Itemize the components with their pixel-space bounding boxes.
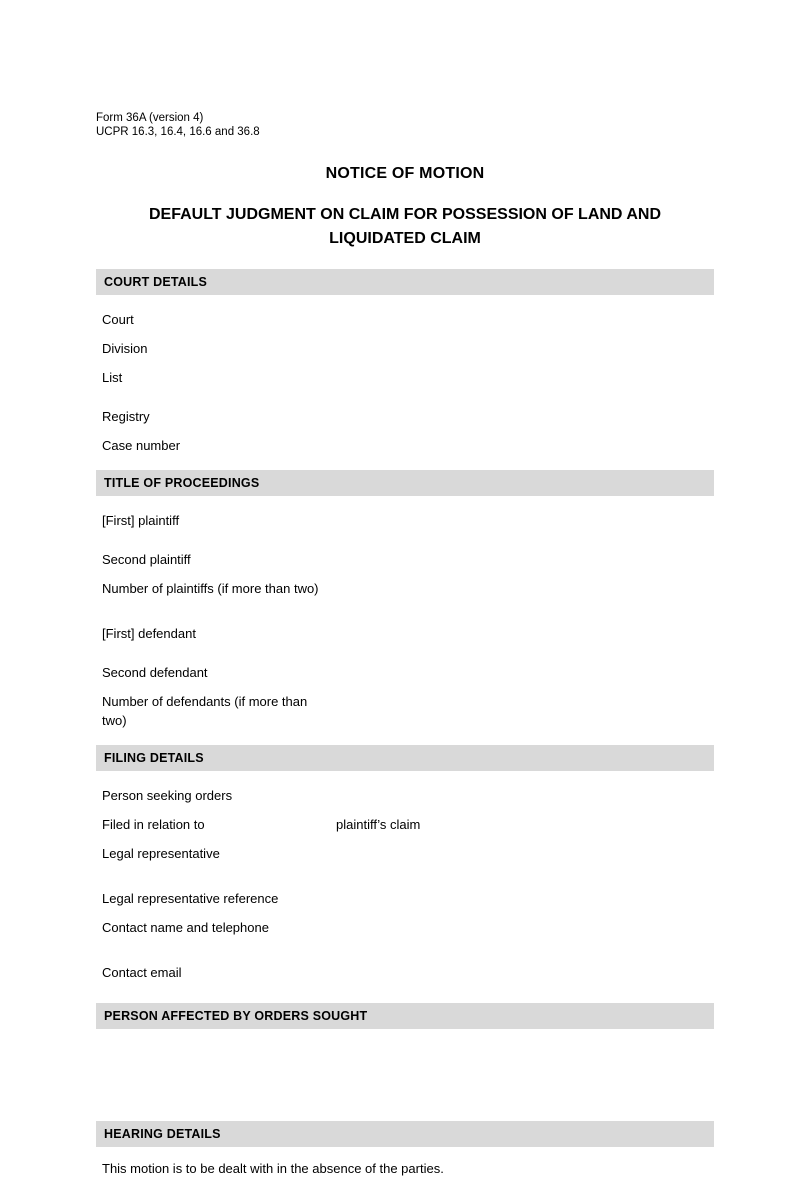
- section-header-court-details: COURT DETAILS: [96, 269, 714, 295]
- field-value[interactable]: [334, 402, 714, 421]
- section-header-title-of-proceedings: TITLE OF PROCEEDINGS: [96, 470, 714, 496]
- field-contact-email: [96, 958, 714, 987]
- section-header-hearing-details: HEARING DETAILS: [96, 1121, 714, 1147]
- field-value[interactable]: [334, 431, 714, 450]
- field-label: Number of defendants (if more than two): [102, 694, 308, 728]
- field-label: Court: [102, 312, 134, 327]
- spacer: [96, 460, 714, 470]
- form-meta: [96, 112, 714, 139]
- field-first-plaintiff: [96, 506, 714, 535]
- field-label: [First] plaintiff: [102, 513, 180, 528]
- field-label: Registry: [102, 409, 150, 424]
- section-header-person-affected: PERSON AFFECTED BY ORDERS SOUGHT: [96, 1003, 714, 1029]
- field-label: Second plaintiff: [102, 552, 191, 567]
- hearing-details-note: This motion is to be dealt with in the absence of the parties.: [102, 1161, 444, 1176]
- spacer: [96, 603, 714, 619]
- field-label: List: [102, 370, 123, 385]
- field-contact-name-and-telephone: [96, 913, 714, 942]
- field-first-defendant: [96, 619, 714, 648]
- field-label: Contact name and telephone: [102, 920, 269, 935]
- field-label: Case number: [102, 438, 181, 453]
- field-person-seeking-orders: [96, 781, 714, 810]
- spacer: [96, 987, 714, 1003]
- form-number: Form 36A (version 4): [96, 112, 204, 124]
- field-value[interactable]: [334, 506, 714, 525]
- field-value[interactable]: [334, 574, 714, 593]
- field-value[interactable]: [334, 619, 714, 638]
- field-label: Legal representative reference: [102, 891, 279, 906]
- field-label: Person seeking orders: [102, 788, 233, 803]
- field-label: [First] defendant: [102, 626, 196, 641]
- field-label: Second defendant: [102, 665, 208, 680]
- field-label: Filed in relation to: [102, 817, 205, 832]
- field-case-number: [96, 431, 714, 460]
- field-registry: [96, 402, 714, 431]
- field-value[interactable]: [334, 305, 714, 324]
- spacer: [96, 942, 714, 958]
- field-list: [96, 363, 714, 392]
- field-legal-representative: [96, 839, 714, 868]
- field-label: Division: [102, 341, 148, 356]
- field-label: Contact email: [102, 965, 182, 980]
- field-second-plaintiff: [96, 545, 714, 574]
- spacer: [96, 535, 714, 545]
- field-filed-in-relation-to: [96, 810, 714, 839]
- field-number-of-plaintiffs: [96, 574, 714, 603]
- field-value[interactable]: [334, 658, 714, 677]
- spacer: [96, 735, 714, 745]
- page-subtitle: DEFAULT JUDGMENT ON CLAIM FOR POSSESSION OF LAND AND LIQUIDATED CLAIM: [148, 206, 661, 247]
- field-value[interactable]: [334, 545, 714, 564]
- form-rules-reference: UCPR 16.3, 16.4, 16.6 and 36.8: [96, 125, 260, 138]
- field-second-defendant: [96, 658, 714, 687]
- spacer: [96, 392, 714, 402]
- spacer: [96, 868, 714, 884]
- person-affected-body[interactable]: [96, 1033, 714, 1121]
- field-value[interactable]: [334, 884, 714, 903]
- field-value[interactable]: [334, 781, 714, 800]
- field-label: Number of plaintiffs (if more than two): [102, 581, 319, 596]
- field-value[interactable]: [334, 913, 714, 932]
- section-header-filing-details: FILING DETAILS: [96, 745, 714, 771]
- field-value[interactable]: [334, 363, 714, 382]
- field-division: [96, 334, 714, 363]
- field-value[interactable]: [334, 958, 714, 977]
- field-value[interactable]: [334, 839, 714, 858]
- field-court: [96, 305, 714, 334]
- field-legal-representative-reference: [96, 884, 714, 913]
- field-value[interactable]: [334, 334, 714, 353]
- spacer: [96, 648, 714, 658]
- field-label: Legal representative: [102, 846, 220, 861]
- page-title: NOTICE OF MOTION: [325, 165, 485, 182]
- field-value[interactable]: plaintiff’s claim: [336, 817, 421, 832]
- field-number-of-defendants: [96, 687, 714, 735]
- field-value[interactable]: [334, 687, 714, 706]
